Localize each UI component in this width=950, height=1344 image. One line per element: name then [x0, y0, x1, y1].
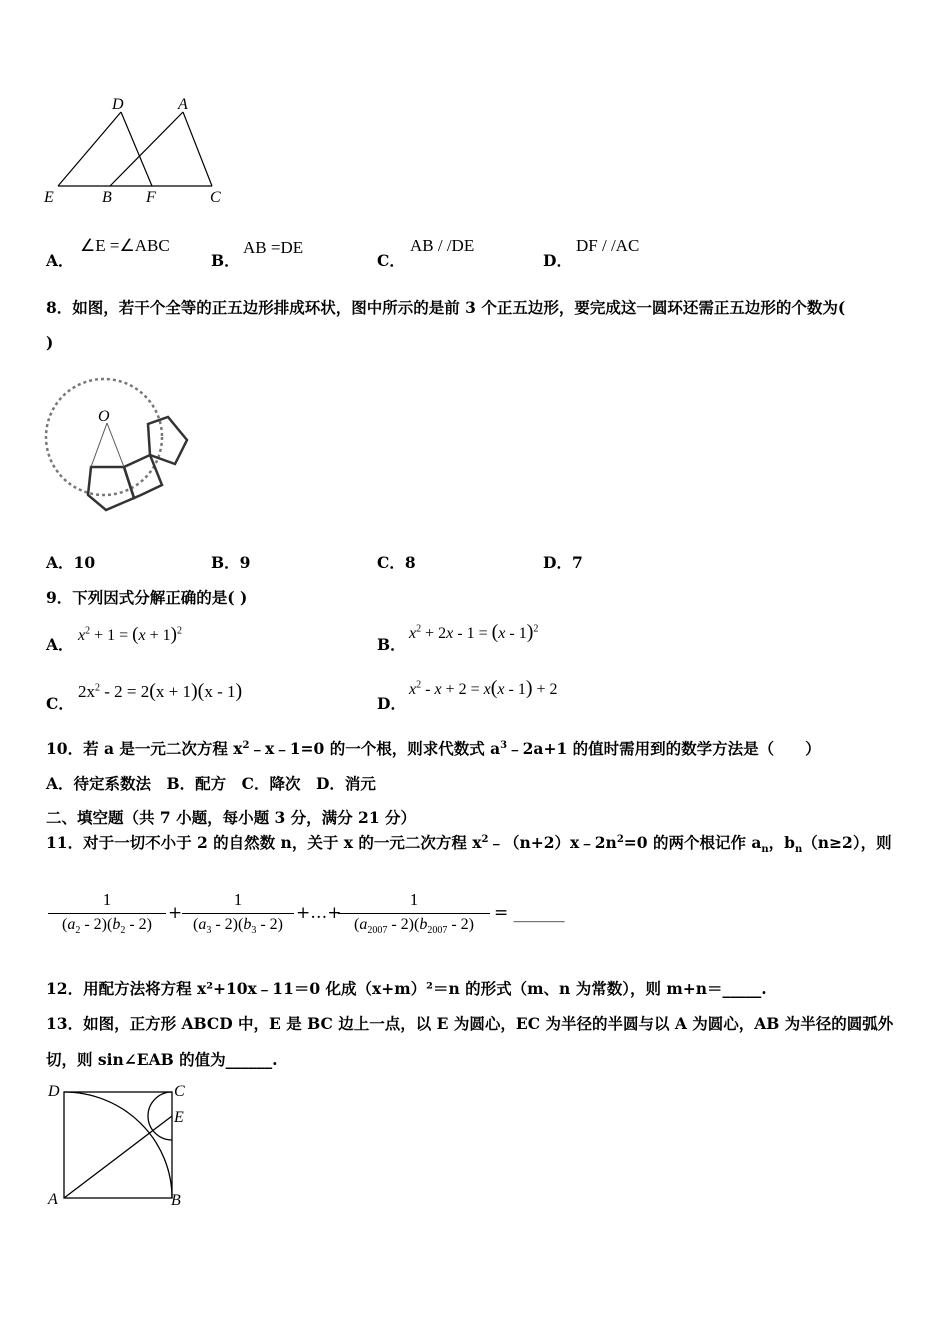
q7-option-b-letter[interactable]: B．	[211, 251, 240, 270]
q8-option-b-text: 9	[239, 553, 251, 572]
q12-stem: 12．用配方法将方程 x²+10x﹣11＝0 化成（x+m）²＝n 的形式（m、n 为常数），则 m+n＝_____.	[46, 979, 767, 998]
q11-stem-part4: ，b	[768, 833, 796, 852]
q11-fraction-2-numerator: 1	[233, 890, 243, 909]
q9-option-d-formula: $x^2 - x + 2 = x(x - 1) + 2$	[409, 677, 558, 699]
segment-ae	[64, 1116, 172, 1198]
pentagon-ring-figure	[40, 360, 200, 520]
q11-sup-x: 2	[481, 833, 489, 845]
q13-stem-line1: 13．如图，正方形 ABCD 中，E 是 BC 边上一点，以 E 为圆心，EC 为半径的半圆与以 A 为圆心，AB 为半径的圆弧外	[46, 1014, 894, 1033]
label-O: O	[98, 408, 110, 425]
square-abcd	[64, 1092, 172, 1198]
q10-stem-part2: ﹣x﹣1=0 的一个根，则求代数式 a	[249, 739, 501, 758]
fig13-label-E: E	[174, 1109, 184, 1126]
q10-sup2: 2	[242, 739, 250, 751]
q11-stem-part1: 11．对于一切不小于 2 的自然数 n，关于 x 的一元二次方程 x	[46, 833, 482, 852]
q8-option-a-letter: A．	[46, 553, 74, 572]
q11-fraction-1-numerator: 1	[102, 890, 112, 909]
semicircle-center-e	[148, 1092, 172, 1140]
q10-stem-part1: 10．若 a 是一元二次方程 x	[46, 739, 243, 758]
q8-stem-line2: )	[46, 333, 54, 352]
q9-option-b-formula: $x^2 + 2x - 1 = (x - 1)^2$	[409, 621, 539, 643]
q13-stem-line2: 切，则 sin∠EAB 的值为______.	[46, 1050, 278, 1069]
label-E: E	[44, 189, 54, 206]
q11-fraction-1-denominator: $(a_2 - 2)(b_2 - 2)$	[48, 913, 166, 936]
q10-stem	[46, 737, 821, 759]
q8-option-c[interactable]	[377, 551, 416, 573]
q7-option-c-letter[interactable]: C．	[377, 251, 405, 270]
q7-option-c-text: AB / /DE	[410, 236, 475, 255]
q11-ellipsis: +…+	[296, 903, 342, 923]
q7-option-a-text: ∠E =∠ABC	[80, 236, 170, 255]
arc-center-a	[64, 1092, 172, 1198]
q8-stem-line1: 8．如图，若干个全等的正五边形排成环状，图中所示的是前 3 个正五边形，要完成这一圆环还需正五边形的个数为(	[46, 298, 846, 317]
q11-sub-a: n	[761, 844, 769, 856]
q8-option-c-text: 8	[404, 553, 416, 572]
q11-fraction-3-numerator: 1	[409, 890, 419, 909]
triangle-figure-q7	[40, 95, 240, 210]
ring-circle	[46, 379, 162, 495]
q8-option-b[interactable]	[211, 551, 250, 573]
q8-option-b-letter: B．	[211, 553, 240, 572]
q8-option-a[interactable]	[46, 551, 95, 573]
q9-option-a-formula: $x^2 + 1 = (x + 1)^2$	[78, 624, 182, 645]
q10-stem-part3: ﹣2a+1 的值时需用到的数学方法是（ ）	[507, 739, 821, 758]
q11-stem	[46, 831, 892, 855]
label-F: F	[146, 189, 156, 206]
fig13-label-D: D	[48, 1083, 60, 1100]
fig13-label-A: A	[48, 1191, 58, 1208]
q9-stem: 9．下列因式分解正确的是( )	[46, 588, 248, 607]
q11-sup-n: 2	[616, 833, 624, 845]
square-figure-q13	[40, 1078, 200, 1213]
pentagon-3	[148, 417, 187, 464]
q7-option-d-text: DF / /AC	[576, 236, 640, 255]
q9-option-c-formula: $2x^2 - 2 = 2(x + 1)(x - 1)$	[78, 680, 243, 702]
q9-option-d-letter[interactable]: D．	[377, 694, 406, 713]
label-D: D	[112, 96, 124, 113]
label-A: A	[178, 96, 188, 113]
q8-option-d-letter: D．	[543, 553, 572, 572]
label-C: C	[210, 189, 221, 206]
q11-fraction-3	[338, 890, 490, 936]
q11-fraction-3-denominator: $(a_{2007} - 2)(b_{2007} - 2)$	[338, 913, 490, 936]
label-B: B	[102, 189, 112, 206]
q9-option-b-letter[interactable]: B．	[377, 635, 406, 654]
q7-option-d-letter[interactable]: D．	[543, 251, 572, 270]
q10-sup3: 3	[500, 739, 508, 751]
q9-option-c-letter[interactable]: C．	[46, 694, 74, 713]
q8-option-d[interactable]	[543, 551, 583, 573]
q11-stem-part3: =0 的两个根记作 a	[623, 833, 762, 852]
fig13-label-C: C	[174, 1083, 185, 1100]
q11-sub-b: n	[795, 844, 803, 856]
q11-plus-1: +	[168, 903, 183, 923]
q7-option-a-letter[interactable]: A．	[46, 251, 74, 270]
q10-options[interactable]: A．待定系数法 B．配方 C．降次 D．消元	[46, 774, 376, 793]
q7-option-b-text: AB =DE	[243, 238, 304, 257]
q11-fraction-1	[48, 890, 166, 936]
q9-option-a-letter[interactable]: A．	[46, 635, 74, 654]
q11-stem-part2: ﹣（n+2）x﹣2n	[488, 833, 617, 852]
section2-title: 二、填空题（共 7 小题，每小题 3 分，满分 21 分）	[46, 808, 417, 827]
q11-answer-blank[interactable]: = ______	[494, 903, 565, 923]
q8-option-a-text: 10	[73, 553, 96, 572]
q11-fraction-2	[182, 890, 294, 936]
q8-option-d-text: 7	[571, 553, 583, 572]
fig13-label-B: B	[171, 1192, 181, 1209]
q8-option-c-letter: C．	[377, 553, 405, 572]
q11-fraction-2-denominator: $(a_3 - 2)(b_3 - 2)$	[182, 913, 294, 936]
q11-stem-part5: （n≥2），则	[802, 833, 892, 852]
